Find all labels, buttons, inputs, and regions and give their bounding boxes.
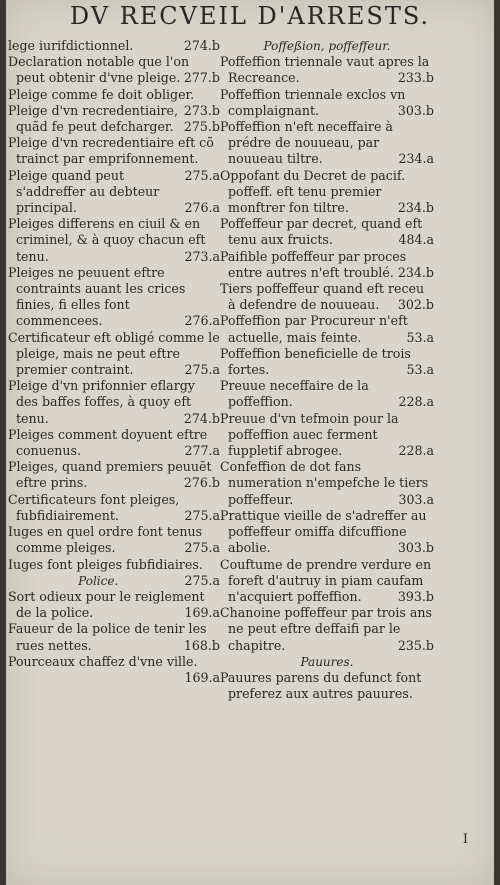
- page-reference: 275.a: [184, 540, 220, 556]
- index-entry: [8, 459, 220, 491]
- page-reference: 275.a: [184, 362, 220, 378]
- index-entry: [8, 330, 220, 379]
- entry-text: Iuges font pleiges fubfidiaires.: [8, 556, 203, 572]
- entry-text: Pauures parens du defunct font preferez aux autres pauures.: [220, 669, 422, 702]
- page-reference: 235.b: [397, 637, 434, 653]
- page-reference: 303.a: [398, 491, 434, 507]
- index-entry: [220, 249, 434, 281]
- page-reference: 53.a: [406, 329, 434, 345]
- entry-text: Pourceaux chaffez d'vne ville.: [8, 653, 198, 669]
- page-reference: 169.a: [184, 669, 220, 685]
- entry-text: Paifible poffeffeur par proces entre autres n'eft troublé.: [220, 248, 407, 280]
- index-entry: [220, 54, 434, 86]
- index-entry: [220, 557, 434, 606]
- entry-text: Certificateur eft obligé comme le pleige, mais ne peut eftre premier contraint.: [8, 329, 220, 378]
- entry-text: Preuue neceffaire de la poffeffion.: [220, 378, 369, 410]
- entry-text: Poffeffeur par decret, quand eft tenu aux fruicts.: [220, 216, 423, 248]
- entry-text: Pleiges comment doyuent eftre conuenus.: [8, 426, 208, 459]
- entry-text: Pleige d'vn recredentiaire, quãd fe peut defcharger.: [8, 102, 178, 135]
- entry-text: lege iurifdictionnel.: [8, 38, 134, 53]
- entry-text: Pleige quand peut s'addreffer au debteur principal.: [8, 167, 160, 216]
- index-entry: [8, 524, 220, 556]
- index-column-right: [220, 38, 434, 702]
- page-reference: 302.b: [397, 297, 434, 313]
- page-reference: 273.b: [183, 102, 220, 118]
- page-reference: 277.a: [184, 443, 220, 459]
- page-reference: 275.a: [184, 507, 220, 523]
- section-heading: Poffeßion, poffeffeur.: [263, 39, 391, 53]
- catchword: I: [462, 832, 468, 847]
- index-entry: [220, 216, 434, 248]
- index-column-left: [8, 38, 220, 686]
- index-entry: [220, 605, 434, 654]
- page-reference: 303.b: [397, 540, 434, 556]
- entry-text: Sort odieux pour le reiglement de la police.: [8, 588, 205, 621]
- page-reference: 393.b: [397, 588, 434, 604]
- index-entry: [8, 427, 220, 459]
- entry-text: Pleige d'vn prifonnier eflargy des baffes foffes, à quoy eft tenu.: [8, 378, 195, 426]
- index-entry: [220, 670, 434, 702]
- page-reference: 234.b: [397, 264, 434, 280]
- index-entry: [220, 411, 434, 460]
- entry-text: Poffeffion beneficielle de trois fortes.: [220, 345, 411, 378]
- page-reference: 484.a: [398, 232, 434, 248]
- entry-text: Prattique vieille de s'adreffer au poffeffeur omiffa difcuffione abolie.: [220, 507, 427, 556]
- entry-text: Pleige d'vn recredentiaire eft cõ trainct par emprifonnement.: [8, 135, 214, 167]
- index-entry: [220, 459, 434, 508]
- page-reference: 274.b: [183, 410, 220, 426]
- index-entry: [8, 54, 220, 86]
- entry-text: Oppofant du Decret de pacif. poffeff. eft tenu premier monftrer fon tiltre.: [220, 167, 406, 216]
- page-reference: 234.b: [397, 200, 434, 216]
- page-reference: 277.b: [183, 70, 220, 86]
- entry-text: Tiers poffeffeur quand eft receu à defendre de nouueau.: [220, 281, 425, 313]
- page-reference: 228.a: [398, 394, 434, 410]
- index-entry: [220, 378, 434, 410]
- page-reference: 169.a: [184, 605, 220, 621]
- index-entry: [220, 281, 434, 313]
- index-entry: [220, 346, 434, 378]
- entry-text: Couftume de prendre verdure en foreft d'autruy in piam caufam n'acquiert poffeffion.: [220, 556, 432, 604]
- index-entry: [8, 653, 220, 685]
- index-entry: [8, 589, 220, 621]
- entry-text: Poffeffion par Procureur n'eft actuelle, mais feinte.: [220, 313, 408, 345]
- page-reference: 275.a: [184, 167, 220, 183]
- entry-text: Faueur de la police de tenir les rues nettes.: [8, 621, 207, 653]
- entry-text: Pleiges, quand premiers peuuẽt eftre prins.: [8, 459, 212, 491]
- index-entry: [220, 87, 434, 119]
- entry-text: Poffeffion triennale exclos vn complaignant.: [220, 86, 406, 118]
- entry-text: Poffeffion n'eft neceffaire à prédre de nouueau, par nouueau tiltre.: [220, 119, 393, 167]
- index-entry: [8, 216, 220, 265]
- page-reference: 234.a: [398, 151, 434, 167]
- section-heading: Police.: [78, 573, 119, 588]
- entry-text: Preuue d'vn tefmoin pour la poffeffion auec ferment fuppletif abrogee.: [220, 410, 399, 459]
- entry-text: Poffeffion triennale vaut apres la Recreance.: [220, 54, 430, 86]
- entry-text: Chanoine poffeffeur par trois ans ne peut eftre deffaifi par le chapitre.: [220, 605, 432, 653]
- index-entry: [8, 621, 220, 653]
- index-entry: [8, 135, 220, 183]
- index-entry: [8, 265, 220, 330]
- entry-text: Pleige comme fe doit obliger.: [8, 86, 195, 102]
- index-entry: [220, 168, 434, 217]
- page-reference: 233.b: [397, 70, 434, 86]
- running-head: DV RECVEIL D'ARRESTS.: [69, 2, 431, 30]
- section-heading: Pauures.: [300, 654, 354, 669]
- page-reference: 168.b: [183, 637, 220, 653]
- page-reference: 228.a: [398, 443, 434, 459]
- page-reference: 275.a: [184, 572, 220, 588]
- index-entry: [220, 119, 434, 168]
- index-entry: [220, 508, 434, 557]
- page-reference: 273.a: [184, 248, 220, 264]
- entry-text: Pleiges differens en ciuil & en criminel, & à quoy chacun eft tenu.: [8, 216, 206, 264]
- index-entry: [8, 378, 220, 427]
- index-entry: [8, 38, 220, 54]
- index-entry: [8, 492, 220, 524]
- page-reference: 276.a: [184, 200, 220, 216]
- page-reference: 53.a: [406, 362, 434, 378]
- entry-text: Pleiges ne peuuent eftre contraints auant les crices finies, fi elles font commencees.: [8, 264, 186, 329]
- entry-text: Iuges en quel ordre font tenus comme pleiges.: [8, 524, 203, 556]
- page-reference: 276.b: [183, 475, 220, 491]
- index-entry: [8, 86, 220, 118]
- book-page: [6, 0, 494, 885]
- entry-text: Confeffion de dot fans numeration n'empefche le tiers poffeffeur.: [220, 459, 429, 507]
- page-reference: 274.b: [183, 38, 220, 53]
- entry-text: Declaration notable que l'on peut obtenir d'vne pleige.: [8, 54, 190, 86]
- page-reference: 276.a: [184, 313, 220, 329]
- index-entry: [220, 313, 434, 345]
- page-reference: 275.b: [183, 119, 220, 135]
- page-reference: 303.b: [397, 102, 434, 118]
- entry-text: Certificateurs font pleiges, fubfidiairement.: [8, 491, 180, 523]
